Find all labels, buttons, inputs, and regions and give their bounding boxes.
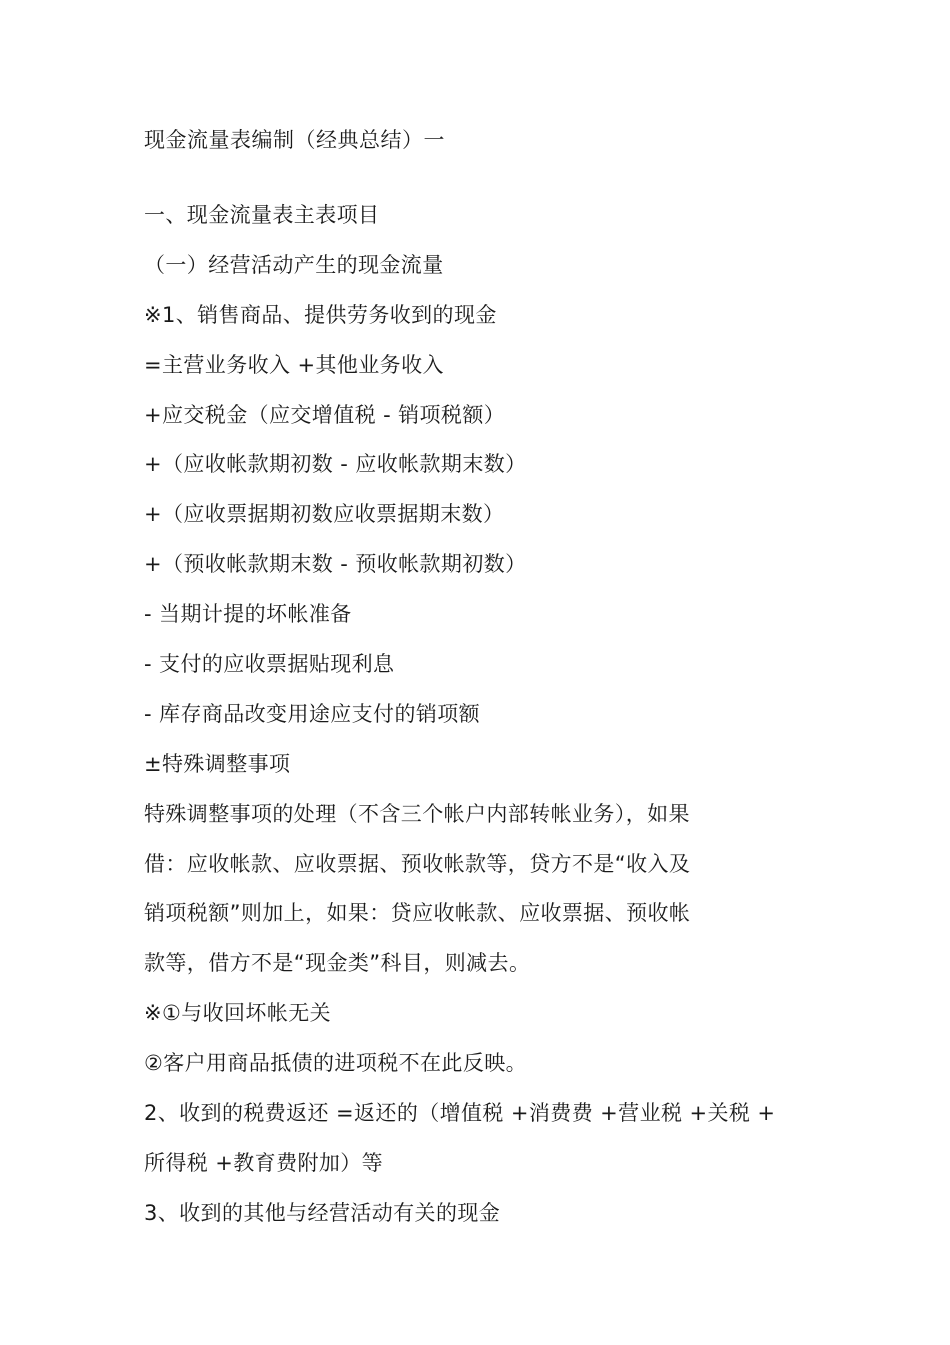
text-line: - 支付的应收票据贴现利息	[144, 652, 395, 677]
text-line: 2、收到的税费返还 =返还的（增值税 +消费费 +营业税 +关税 +	[144, 1101, 776, 1126]
text-line: 所得税 +教育费附加）等	[144, 1150, 384, 1175]
text-line: （一）经营活动产生的现金流量	[144, 252, 444, 277]
text-line: +（预收帐款期末数 - 预收帐款期初数）	[144, 552, 527, 577]
text-line: ②客户用商品抵债的进项税不在此反映。	[144, 1051, 528, 1076]
text-line: ※1、销售商品、提供劳务收到的现金	[144, 302, 497, 327]
text-line: 一、现金流量表主表项目	[144, 203, 380, 227]
text-line: 3、收到的其他与经营活动有关的现金	[144, 1200, 501, 1225]
text-line: +（应收票据期初数应收票据期末数）	[144, 502, 505, 527]
text-line: =主营业务收入 +其他业务收入	[144, 352, 444, 377]
text-line: 款等，借方不是“现金类”科目，则减去。	[144, 951, 531, 976]
text-line: ※①与收回坏帐无关	[144, 1001, 332, 1026]
document-title: 现金流量表编制（经典总结）一	[144, 128, 445, 152]
text-line: 特殊调整事项的处理（不含三个帐户内部转帐业务），如果	[144, 801, 690, 826]
text-line: 销项税额”则加上，如果：贷应收帐款、应收票据、预收帐	[144, 901, 691, 926]
text-line: 借：应收帐款、应收票据、预收帐款等，贷方不是“收入及	[144, 851, 691, 876]
text-line: +应交税金（应交增值税 - 销项税额）	[144, 402, 506, 427]
document-body	[144, 199, 824, 1247]
text-line: - 当期计提的坏帐准备	[144, 602, 352, 627]
text-line: ±特殊调整事项	[144, 751, 291, 776]
text-line: - 库存商品改变用途应支付的销项额	[144, 701, 481, 726]
text-line: +（应收帐款期初数 - 应收帐款期末数）	[144, 452, 527, 477]
